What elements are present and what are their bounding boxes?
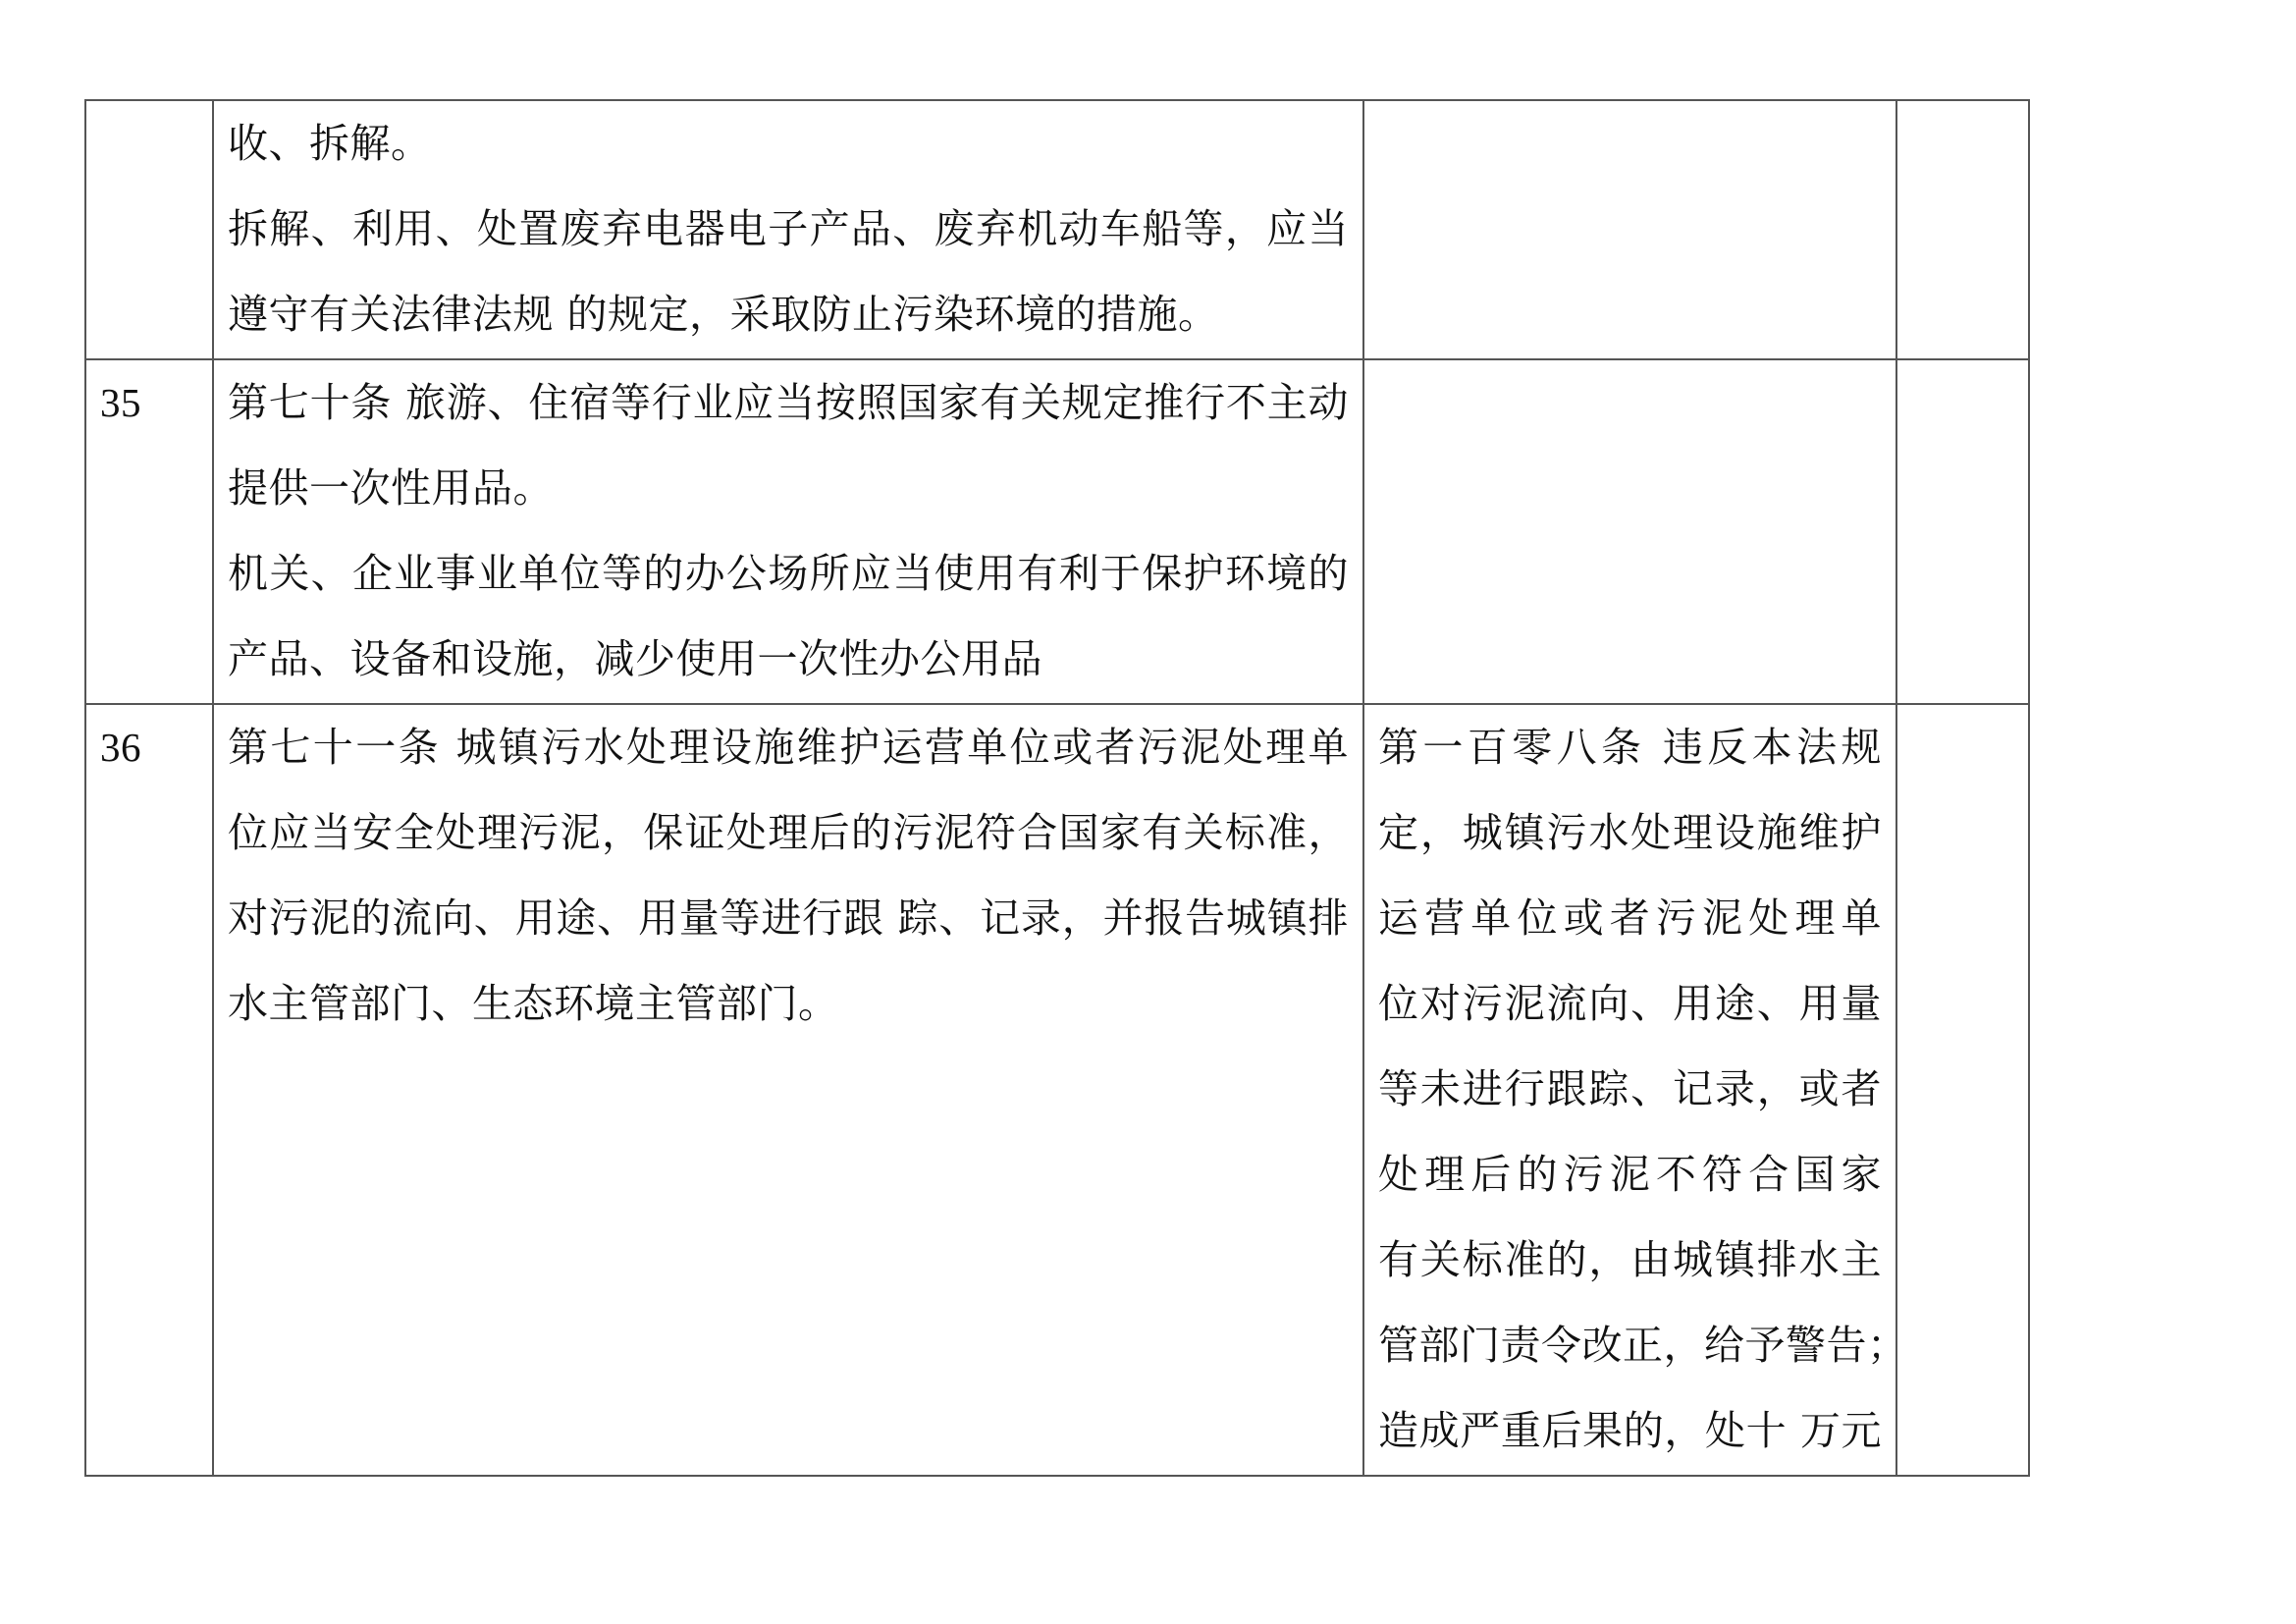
article-line: 第七十条 旅游、住宿等行业应当按照国家有关规定推行不主动 (228, 379, 1349, 426)
comparison-table (84, 99, 2030, 1477)
table-row (85, 704, 2029, 1476)
row-number-cell (85, 100, 213, 359)
article-line: 提供一次性用品。 (228, 464, 554, 512)
article-line: 拆解、利用、处置废弃电器电子产品、废弃机动车船等，应当 (228, 205, 1349, 252)
note-cell (1896, 100, 2029, 359)
penalty-line: 运营单位或者污泥处理单 (1378, 894, 1882, 942)
article-line: 水主管部门、生态环境主管部门。 (228, 980, 839, 1027)
table-row (85, 359, 2029, 704)
penalty-line: 第一百零八条 违反本法规 (1378, 724, 1882, 771)
article-cell (213, 704, 1363, 1476)
article-line: 遵守有关法律法规 的规定，采取防止污染环境的措施。 (228, 291, 1219, 338)
penalty-line: 处理后的污泥不符合国家 (1378, 1151, 1882, 1198)
penalty-cell (1363, 100, 1896, 359)
article-line: 第七十一条 城镇污水处理设施维护运营单位或者污泥处理单 (228, 724, 1349, 771)
article-line: 产品、设备和设施，减少使用一次性办公用品 (228, 635, 1042, 682)
penalty-line: 等未进行跟踪、记录，或者 (1378, 1065, 1882, 1112)
article-line: 位应当安全处理污泥，保证处理后的污泥符合国家有关标准， (228, 809, 1349, 856)
penalty-line: 定，城镇污水处理设施维护 (1378, 809, 1882, 856)
article-cell (213, 100, 1363, 359)
article-line: 收、拆解。 (228, 120, 432, 167)
penalty-cell (1363, 704, 1908, 1476)
penalty-line: 有关标准的，由城镇排水主 (1378, 1236, 1882, 1283)
note-cell (1896, 359, 2029, 704)
row-number-cell: 36 (85, 704, 213, 1476)
penalty-line: 位对污泥流向、用途、用量 (1378, 980, 1882, 1027)
article-cell (213, 359, 1363, 704)
penalty-line: 管部门责令改正，给予警告； (1378, 1322, 1908, 1369)
article-line: 对污泥的流向、用途、用量等进行跟 踪、记录，并报告城镇排 (228, 894, 1349, 942)
note-cell (1896, 704, 2029, 1476)
table-row (85, 100, 2029, 359)
penalty-cell (1363, 359, 1896, 704)
article-line: 机关、企业事业单位等的办公场所应当使用有利于保护环境的 (228, 550, 1349, 597)
row-number-cell: 35 (85, 359, 213, 704)
penalty-line: 造成严重后果的，处十 万元 (1378, 1407, 1882, 1454)
